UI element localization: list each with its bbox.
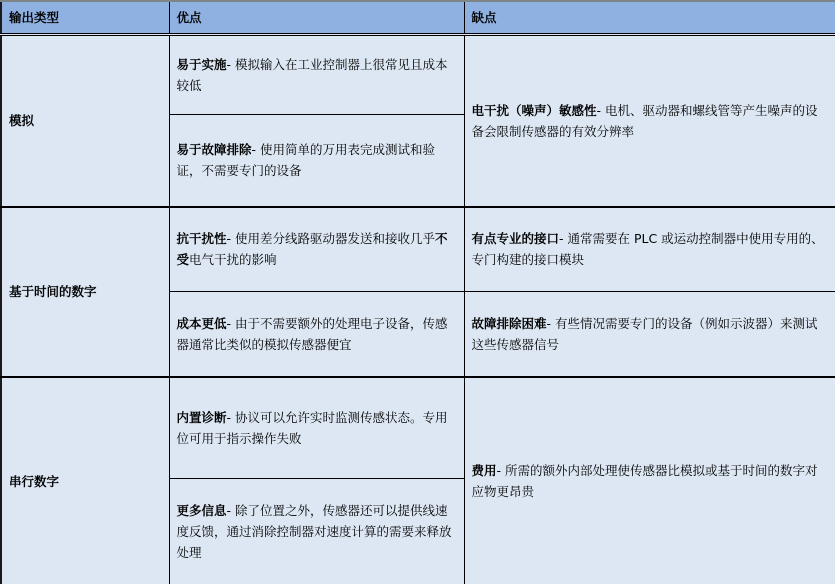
time-digital-con-specialized-interface: 有点专业的接口- 通常需要在 PLC 或运动控制器中使用专用的、专门构建的接口模块 — [464, 207, 835, 292]
row-type-serial-digital: 串行数字 — [1, 377, 169, 584]
header-cons: 缺点 — [464, 1, 835, 35]
analog-pro-easy-implementation: 易于实施- 模拟输入在工业控制器上很常见且成本较低 — [169, 35, 464, 115]
analog-pro-easy-troubleshooting: 易于故障排除- 使用简单的万用表完成测试和验证，不需要专门的设备 — [169, 115, 464, 207]
row-type-time-based-digital: 基于时间的数字 — [1, 207, 169, 377]
time-digital-pro-noise-immunity: 抗干扰性- 使用差分线路驱动器发送和接收几乎不受电气干扰的影响 — [169, 207, 464, 292]
header-pros: 优点 — [169, 1, 464, 35]
table-row — [1, 207, 835, 292]
serial-pro-built-in-diagnostics: 内置诊断- 协议可以允许实时监测传感状态。专用位可用于指示操作失败 — [169, 377, 464, 479]
header-output-type: 输出类型 — [1, 1, 169, 35]
table-row — [1, 377, 835, 479]
time-digital-con-difficult-troubleshooting: 故障排除困难- 有些情况需要专门的设备（例如示波器）来测试这些传感器信号 — [464, 292, 835, 377]
header-row — [1, 1, 835, 35]
analog-con-noise-sensitivity: 电干扰（噪声）敏感性- 电机、驱动器和螺线管等产生噪声的设备会限制传感器的有效分辨率 — [464, 35, 835, 207]
table-row — [1, 35, 835, 115]
time-digital-pro-lower-cost: 成本更低- 由于不需要额外的处理电子设备，传感器通常比类似的模拟传感器便宜 — [169, 292, 464, 377]
serial-con-cost: 费用- 所需的额外内部处理使传感器比模拟或基于时间的数字对应物更昂贵 — [464, 377, 835, 584]
row-type-analog: 模拟 — [1, 35, 169, 207]
serial-pro-more-information: 更多信息- 除了位置之外，传感器还可以提供线速度反馈，通过消除控制器对速度计算的需要来释放处理 — [169, 479, 464, 584]
